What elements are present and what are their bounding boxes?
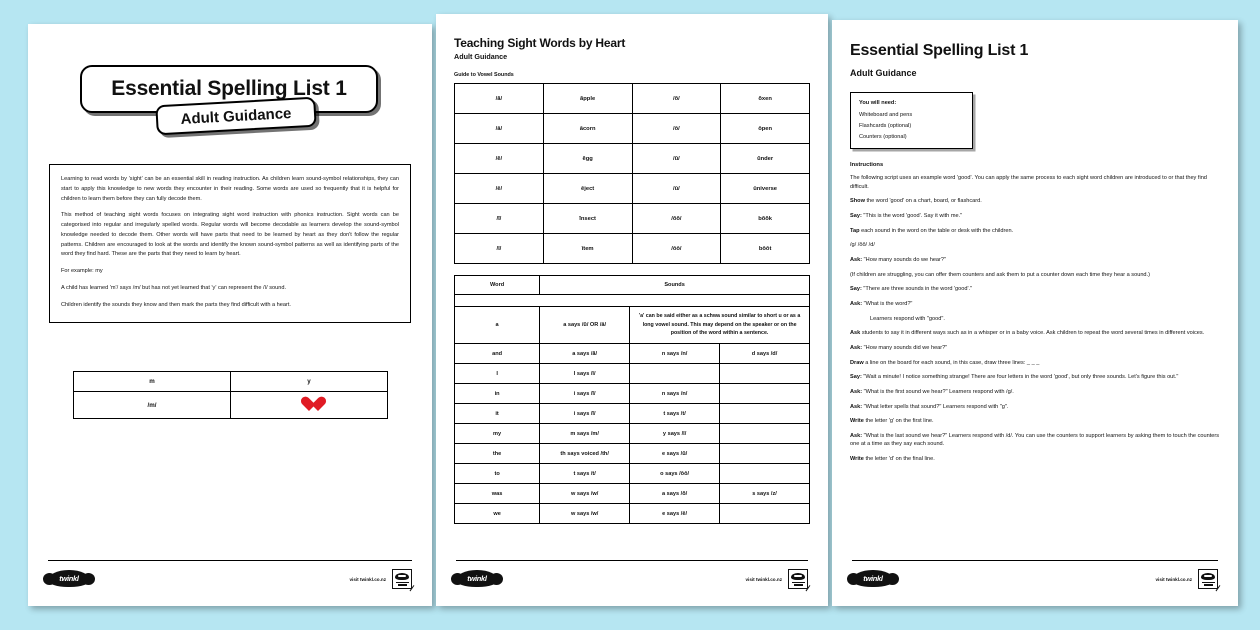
table-row [455, 204, 810, 234]
page-3 [832, 20, 1238, 606]
instruction-step: Ask: "What is the word?" [850, 300, 913, 307]
word-cell: the [455, 444, 540, 464]
intro-paragraph: A child has learned 'm'/ says /m/ but has not yet learned that 'y' can represent the /ī/ sound. [61, 285, 287, 292]
vowel-phoneme-cell: /ē/ [455, 174, 544, 204]
footer-divider [48, 560, 412, 561]
heart-table-sound: /m/ [74, 392, 231, 419]
word-cell: a [455, 307, 540, 344]
instruction-lead: Tap [850, 227, 860, 234]
instruction-lead: Ask: [850, 403, 863, 410]
sound-cell [630, 364, 720, 384]
instruction-step: Ask: "How many sounds did we hear?" [850, 344, 948, 351]
instruction-lead: Ask [850, 330, 861, 337]
instruction-step: Ask: "What letter spells that sound?" Learners respond with "g". [850, 403, 1009, 410]
instruction-lead: Show [850, 198, 865, 205]
footer-url: visit twinkl.co.nz [745, 576, 782, 582]
vowel-phoneme-cell: /ū/ [632, 174, 721, 204]
table-spacer-row [455, 295, 810, 307]
word-cell: and [455, 344, 540, 364]
intro-paragraph: For example: my [61, 268, 103, 275]
heart-table-letter: m [74, 372, 231, 392]
instruction-lead: Ask: [850, 388, 863, 395]
vowel-example-cell: ăpple [543, 84, 632, 114]
table-row [455, 307, 810, 344]
instruction-lead: Say: [850, 286, 862, 293]
heart-icon [301, 397, 318, 412]
sound-cell [720, 464, 810, 484]
twinkl-logo-text: twinkl [59, 574, 79, 583]
instruction-lead: Ask: [850, 300, 863, 307]
twinkl-badge-icon [1198, 569, 1218, 589]
instruction-step: Ask students to say it in different ways such as in a whisper or in a baby voice. Ask children to repeat the word several times in different voices. [850, 330, 1205, 337]
instruction-step: Learners respond with "good". [870, 315, 945, 322]
page3-title: Essential Spelling List 1 [850, 42, 1029, 59]
column-header-word: Word [455, 276, 540, 295]
instruction-step: Ask: "What is the first sound we hear?" Learners respond with /g/. [850, 388, 1014, 395]
table-row [455, 144, 810, 174]
sound-cell: t says /t/ [630, 404, 720, 424]
instruction-step: /g/ /ŏŏ/ /d/ [850, 242, 875, 249]
table-row [74, 392, 388, 419]
word-cell: was [455, 484, 540, 504]
vowel-example-cell: ācorn [543, 114, 632, 144]
instruction-step: Draw a line on the board for each sound, in this case, draw three lines: _ _ _ [850, 359, 1040, 366]
vowel-phoneme-cell: /ō/ [632, 114, 721, 144]
instruction-lead: Say: [850, 212, 862, 219]
sound-cell: a says /ŭ/ OR /ā/ [540, 307, 630, 344]
sound-cell [720, 384, 810, 404]
word-sounds-table [454, 275, 810, 524]
table-row [455, 114, 810, 144]
word-cell: to [455, 464, 540, 484]
page2-subtitle: Adult Guidance [454, 52, 508, 61]
you-will-need-title: You will need: [859, 100, 897, 106]
vowel-example-cell: ŏxen [721, 84, 810, 114]
vowel-sounds-table [454, 83, 810, 264]
twinkl-logo-text: twinkl [863, 574, 883, 583]
word-cell: in [455, 384, 540, 404]
table-row [455, 444, 810, 464]
sound-cell: a says /ă/ [540, 344, 630, 364]
twinkl-badge-icon [788, 569, 808, 589]
instruction-step: The following script uses an example word 'good'. You can apply the same process to each sight word children are introduced to or that they find difficult. [850, 175, 1207, 190]
vowel-example-cell: ēject [543, 174, 632, 204]
you-will-need-item: Whiteboard and pens [859, 112, 913, 118]
table-row [455, 484, 810, 504]
you-will-need-item: Flashcards (optional) [859, 123, 912, 129]
sound-cell: d says /d/ [720, 344, 810, 364]
sound-cell [720, 424, 810, 444]
vowel-example-cell: ītem [543, 234, 632, 264]
sound-cell: s says /z/ [720, 484, 810, 504]
instruction-step: Ask: "How many sounds do we hear?" [850, 256, 947, 263]
sound-cell: i says /ĭ/ [540, 404, 630, 424]
sound-note-cell: 'a' can be said either as a schwa sound similar to short u or as a long vowel sound. This may depend on the speaker or on the position of the word within a sentence. [630, 307, 810, 344]
word-cell: I [455, 364, 540, 384]
vowel-example-cell: ĭnsect [543, 204, 632, 234]
table-row [455, 504, 810, 524]
twinkl-badge-icon [392, 569, 412, 589]
vowel-example-cell: bŏŏk [721, 204, 810, 234]
intro-paragraph: This method of teaching sight words focuses on integrating sight word instruction with phonics instruction. Sight words can be categorised into regular and irregularly spelled words. Regular words will become decodable as learners develop the sound-symbol knowledge needed to decode them. Other words will have parts that need to be learned by heart as they don't follow the regular patterns. Children are encouraged to look at the words and identify the known sound-symbol patterns as well as identifying parts of the word they find hard. These are the parts that they need to learn by heart. [61, 212, 399, 258]
sound-cell: y says /ī/ [630, 424, 720, 444]
table-row [455, 364, 810, 384]
sound-cell: n says /n/ [630, 344, 720, 364]
vowel-phoneme-cell: /ī/ [455, 234, 544, 264]
vowel-phoneme-cell: /ă/ [455, 84, 544, 114]
sound-cell: e says /ē/ [630, 504, 720, 524]
word-cell: it [455, 404, 540, 424]
sound-cell: m says /m/ [540, 424, 630, 444]
heart-word-table [73, 371, 388, 419]
page-title: Essential Spelling List 1 [111, 77, 347, 100]
twinkl-logo [852, 570, 894, 587]
twinkl-logo [456, 570, 498, 587]
instruction-step: Write the letter 'g' on the first line. [850, 418, 934, 425]
sound-cell: th says voiced /th/ [540, 444, 630, 464]
table-row [455, 344, 810, 364]
footer-right-group [745, 569, 808, 589]
sound-cell: w says /w/ [540, 504, 630, 524]
table-row [455, 464, 810, 484]
heart-table-heart-cell [231, 392, 388, 419]
table-row [455, 424, 810, 444]
intro-text-box [49, 164, 411, 323]
vowel-guide-caption: Guide to Vowel Sounds [454, 72, 514, 78]
twinkl-logo-text: twinkl [467, 574, 487, 583]
footer-divider [456, 560, 808, 561]
heart-table-letter: y [231, 372, 388, 392]
instruction-step: Ask: "What is the last sound we hear?" Learners respond with /d/. You can use the counters to support learners by asking them to touch the counters one at a time as they say each sound. [850, 432, 1220, 448]
instruction-step: Write the letter 'd' on the final line. [850, 456, 935, 463]
footer-url: visit twinkl.co.nz [1155, 576, 1192, 582]
sound-cell: o says /ōō/ [630, 464, 720, 484]
word-cell: my [455, 424, 540, 444]
you-will-need-box [850, 92, 973, 149]
table-row [455, 174, 810, 204]
sound-cell: t says /t/ [540, 464, 630, 484]
instruction-lead: Draw [850, 359, 864, 366]
page-footer [436, 560, 828, 606]
column-header-sounds: Sounds [540, 276, 810, 295]
page2-title: Teaching Sight Words by Heart [454, 36, 626, 50]
sound-cell: a says /ŏ/ [630, 484, 720, 504]
table-row [74, 372, 388, 392]
vowel-phoneme-cell: /ōō/ [632, 234, 721, 264]
table-row [455, 384, 810, 404]
page-footer [832, 560, 1238, 606]
instruction-step: Tap each sound in the word on the table or desk with the children. [850, 227, 1014, 234]
vowel-example-cell: ĕgg [543, 144, 632, 174]
footer-url: visit twinkl.co.nz [349, 576, 386, 582]
table-row [455, 234, 810, 264]
footer-divider [852, 560, 1218, 561]
sound-cell [720, 504, 810, 524]
page-footer [28, 560, 432, 606]
instruction-lead: Ask: [850, 344, 863, 351]
intro-paragraph: Children identify the sounds they know and then mark the parts they find difficult with a heart. [61, 301, 291, 308]
vowel-example-cell: ūniverse [721, 174, 810, 204]
vowel-phoneme-cell: /ŏ/ [632, 84, 721, 114]
instruction-step: (If children are struggling, you can offer them counters and ask them to put a counter down each time they hear a sound.) [850, 271, 1150, 278]
vowel-example-cell: bōōt [721, 234, 810, 264]
sound-cell [720, 364, 810, 384]
vowel-example-cell: ōpen [721, 114, 810, 144]
instruction-step: Show the word 'good' on a chart, board, or flashcard. [850, 198, 982, 205]
instruction-step: Say: "There are three sounds in the word 'good'." [850, 286, 973, 293]
intro-paragraph: Learning to read words by 'sight' can be an essential skill in reading instruction. As children learn sound-symbol relationships, they can start to apply this knowledge to new words they encounter in their reading. Some words are used so frequently that it is helpful for children to learn them before they can fully decode them. [61, 176, 399, 202]
sound-cell: e says /ŭ/ [630, 444, 720, 464]
vowel-phoneme-cell: /ĭ/ [455, 204, 544, 234]
vowel-example-cell: ŭnder [721, 144, 810, 174]
sound-cell: w says /w/ [540, 484, 630, 504]
instruction-lead: Ask: [850, 256, 863, 263]
sound-cell [720, 404, 810, 424]
twinkl-logo [48, 570, 90, 587]
instructions-heading: Instructions [850, 162, 884, 168]
instruction-lead: Ask: [850, 432, 863, 439]
sound-cell: I says /ī/ [540, 364, 630, 384]
you-will-need-item: Counters (optional) [859, 134, 907, 140]
table-row [455, 404, 810, 424]
page-1 [28, 24, 432, 606]
table-row [455, 84, 810, 114]
table-header-row [455, 276, 810, 295]
footer-right-group [1155, 569, 1218, 589]
footer-right-group [349, 569, 412, 589]
instruction-lead: Write [850, 418, 864, 425]
page-2 [436, 14, 828, 606]
page3-subtitle: Adult Guidance [850, 68, 917, 78]
vowel-phoneme-cell: /ŏŏ/ [632, 204, 721, 234]
vowel-phoneme-cell: /ĕ/ [455, 144, 544, 174]
instructions-list [850, 174, 1220, 464]
instruction-step: Say: "Wait a minute! I notice something strange! There are four letters in the word 'good', but only three sounds. Let's figure this out." [850, 374, 1179, 381]
word-cell: we [455, 504, 540, 524]
vowel-phoneme-cell: /ŭ/ [632, 144, 721, 174]
page-subtitle: Adult Guidance [180, 104, 292, 128]
vowel-phoneme-cell: /ā/ [455, 114, 544, 144]
sound-cell: i says /ĭ/ [540, 384, 630, 404]
sound-cell: n says /n/ [630, 384, 720, 404]
instruction-step: Say: "This is the word 'good'. Say it with me." [850, 212, 963, 219]
sound-cell [720, 444, 810, 464]
instruction-lead: Say: [850, 374, 862, 381]
instruction-lead: Write [850, 456, 864, 463]
